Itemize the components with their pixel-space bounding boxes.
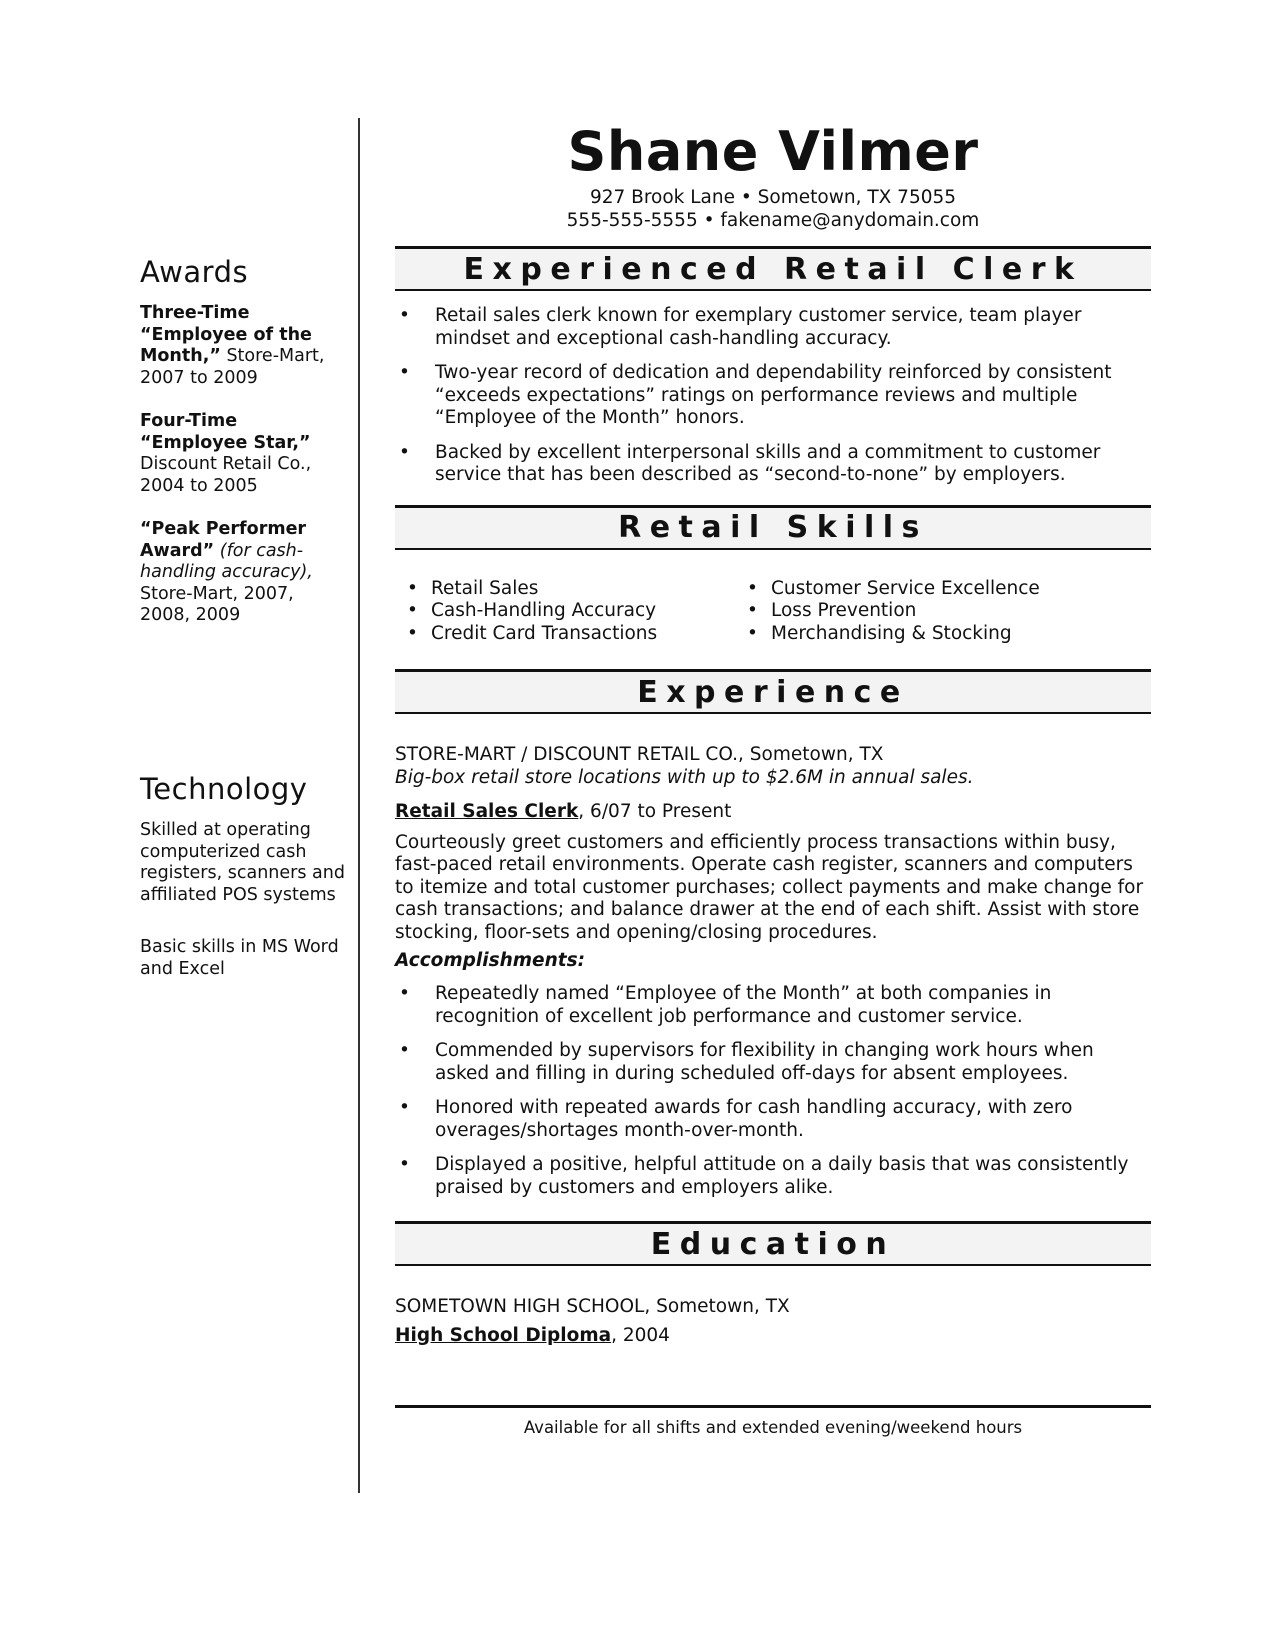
award-title: Four-Time “Employee Star,” [140,411,311,453]
education-section-header [395,1221,1151,1266]
skills-column [395,578,735,646]
skills-grid [395,578,1151,646]
degree-year: , 2004 [611,1324,670,1346]
job-description: Courteously greet customers and efficiently process transactions within busy, fast-paced retail environments. Operate cash register, scanners and computers to itemize and total customer purchases; collect payments and make change for cash transactions; and balance drawer at the end of each shift. Assist with store stocking, floor-sets and opening/closing procedures. [395,831,1144,943]
summary-bullet: • Two-year record of dedication and dependability reinforced by consistent “exceeds expectations” ratings on performance reviews and multiple “Employee of the Month” honors. [395,362,1151,430]
award-item [140,303,345,389]
skill-item: • Customer Service Excellence [735,578,1040,601]
skill-item: • Credit Card Transactions [395,623,735,646]
accomplishment-bullet: • Commended by supervisors for flexibility in changing work hours when asked and filling in during scheduled off-days for absent employees. [395,1040,1151,1085]
applicant-name: Shane Vilmer [567,120,979,183]
contact-phone-email: 555-555-5555 • fakename@anydomain.com [566,209,980,231]
summary-section-header [395,246,1151,291]
contact-address: 927 Brook Lane • Sometown, TX 75055 [589,187,957,208]
accomplishments-label: Accomplishments: [395,950,586,971]
skill-item: • Retail Sales [395,578,735,601]
award-detail: Store-Mart, 2007, 2008, 2009 [140,583,294,625]
award-note: (for cash-handling accuracy), [140,540,313,582]
technology-heading: Technology [140,772,308,806]
summary-bullet: • Retail sales clerk known for exemplary customer service, team player mindset and exceptional cash-handling accuracy. [395,305,1151,350]
experience-heading: Experience [637,674,909,710]
awards-heading: Awards [140,255,249,289]
employer-name: STORE-MART / DISCOUNT RETAIL CO., Sometown, TX [395,744,884,765]
technology-sidebar [140,772,345,1011]
education-heading: Education [650,1226,896,1262]
degree-title: High School Diploma [395,1324,612,1346]
technology-item: Skilled at operating computerized cash registers, scanners and affiliated POS systems [140,820,345,905]
award-item [140,411,345,497]
footer-rule [395,1405,1151,1408]
award-item [140,519,345,627]
employer-description: Big-box retail store locations with up to $2.6M in annual sales. [395,766,974,788]
availability-note: Available for all shifts and extended evening/weekend hours [523,1418,1023,1437]
experience-section-header [395,669,1151,714]
degree-line [395,1325,1151,1348]
job-dates: , 6/07 to Present [578,801,732,822]
skill-item: • Merchandising & Stocking [735,623,1040,646]
column-divider [358,118,360,1493]
skill-item: • Loss Prevention [735,600,1040,623]
accomplishment-bullet: • Repeatedly named “Employee of the Month” at both companies in recognition of excellent job performance and customer service. [395,983,1151,1028]
awards-sidebar [140,255,345,649]
skills-column [735,578,1040,646]
job-heading [395,801,1151,824]
summary-heading: Experienced Retail Clerk [463,251,1083,287]
award-title: Three-Time “Employee of the Month,” [140,303,312,366]
award-title: “Peak Performer Award” [140,519,307,561]
job-title: Retail Sales Clerk [395,801,579,822]
accomplishment-bullet: • Displayed a positive, helpful attitude on a daily basis that was consistently praised by customers and employers alike. [395,1154,1151,1199]
accomplishments-list [395,983,1151,1199]
technology-item: Basic skills in MS Word and Excel [140,937,339,979]
skills-section-header [395,505,1151,550]
skills-heading: Retail Skills [618,510,928,545]
award-detail: Store-Mart, 2007 to 2009 [140,346,325,388]
summary-list [395,305,1151,487]
summary-bullet: • Backed by excellent interpersonal skills and a commitment to customer service that has been described as “second-to-none” by employers. [395,442,1151,487]
resume-main [395,120,1151,1437]
school-name: SOMETOWN HIGH SCHOOL, Sometown, TX [395,1296,790,1317]
award-detail: Discount Retail Co., 2004 to 2005 [140,454,312,496]
accomplishment-bullet: • Honored with repeated awards for cash handling accuracy, with zero overages/shortages month-over-month. [395,1097,1151,1142]
skill-item: • Cash-Handling Accuracy [395,600,735,623]
